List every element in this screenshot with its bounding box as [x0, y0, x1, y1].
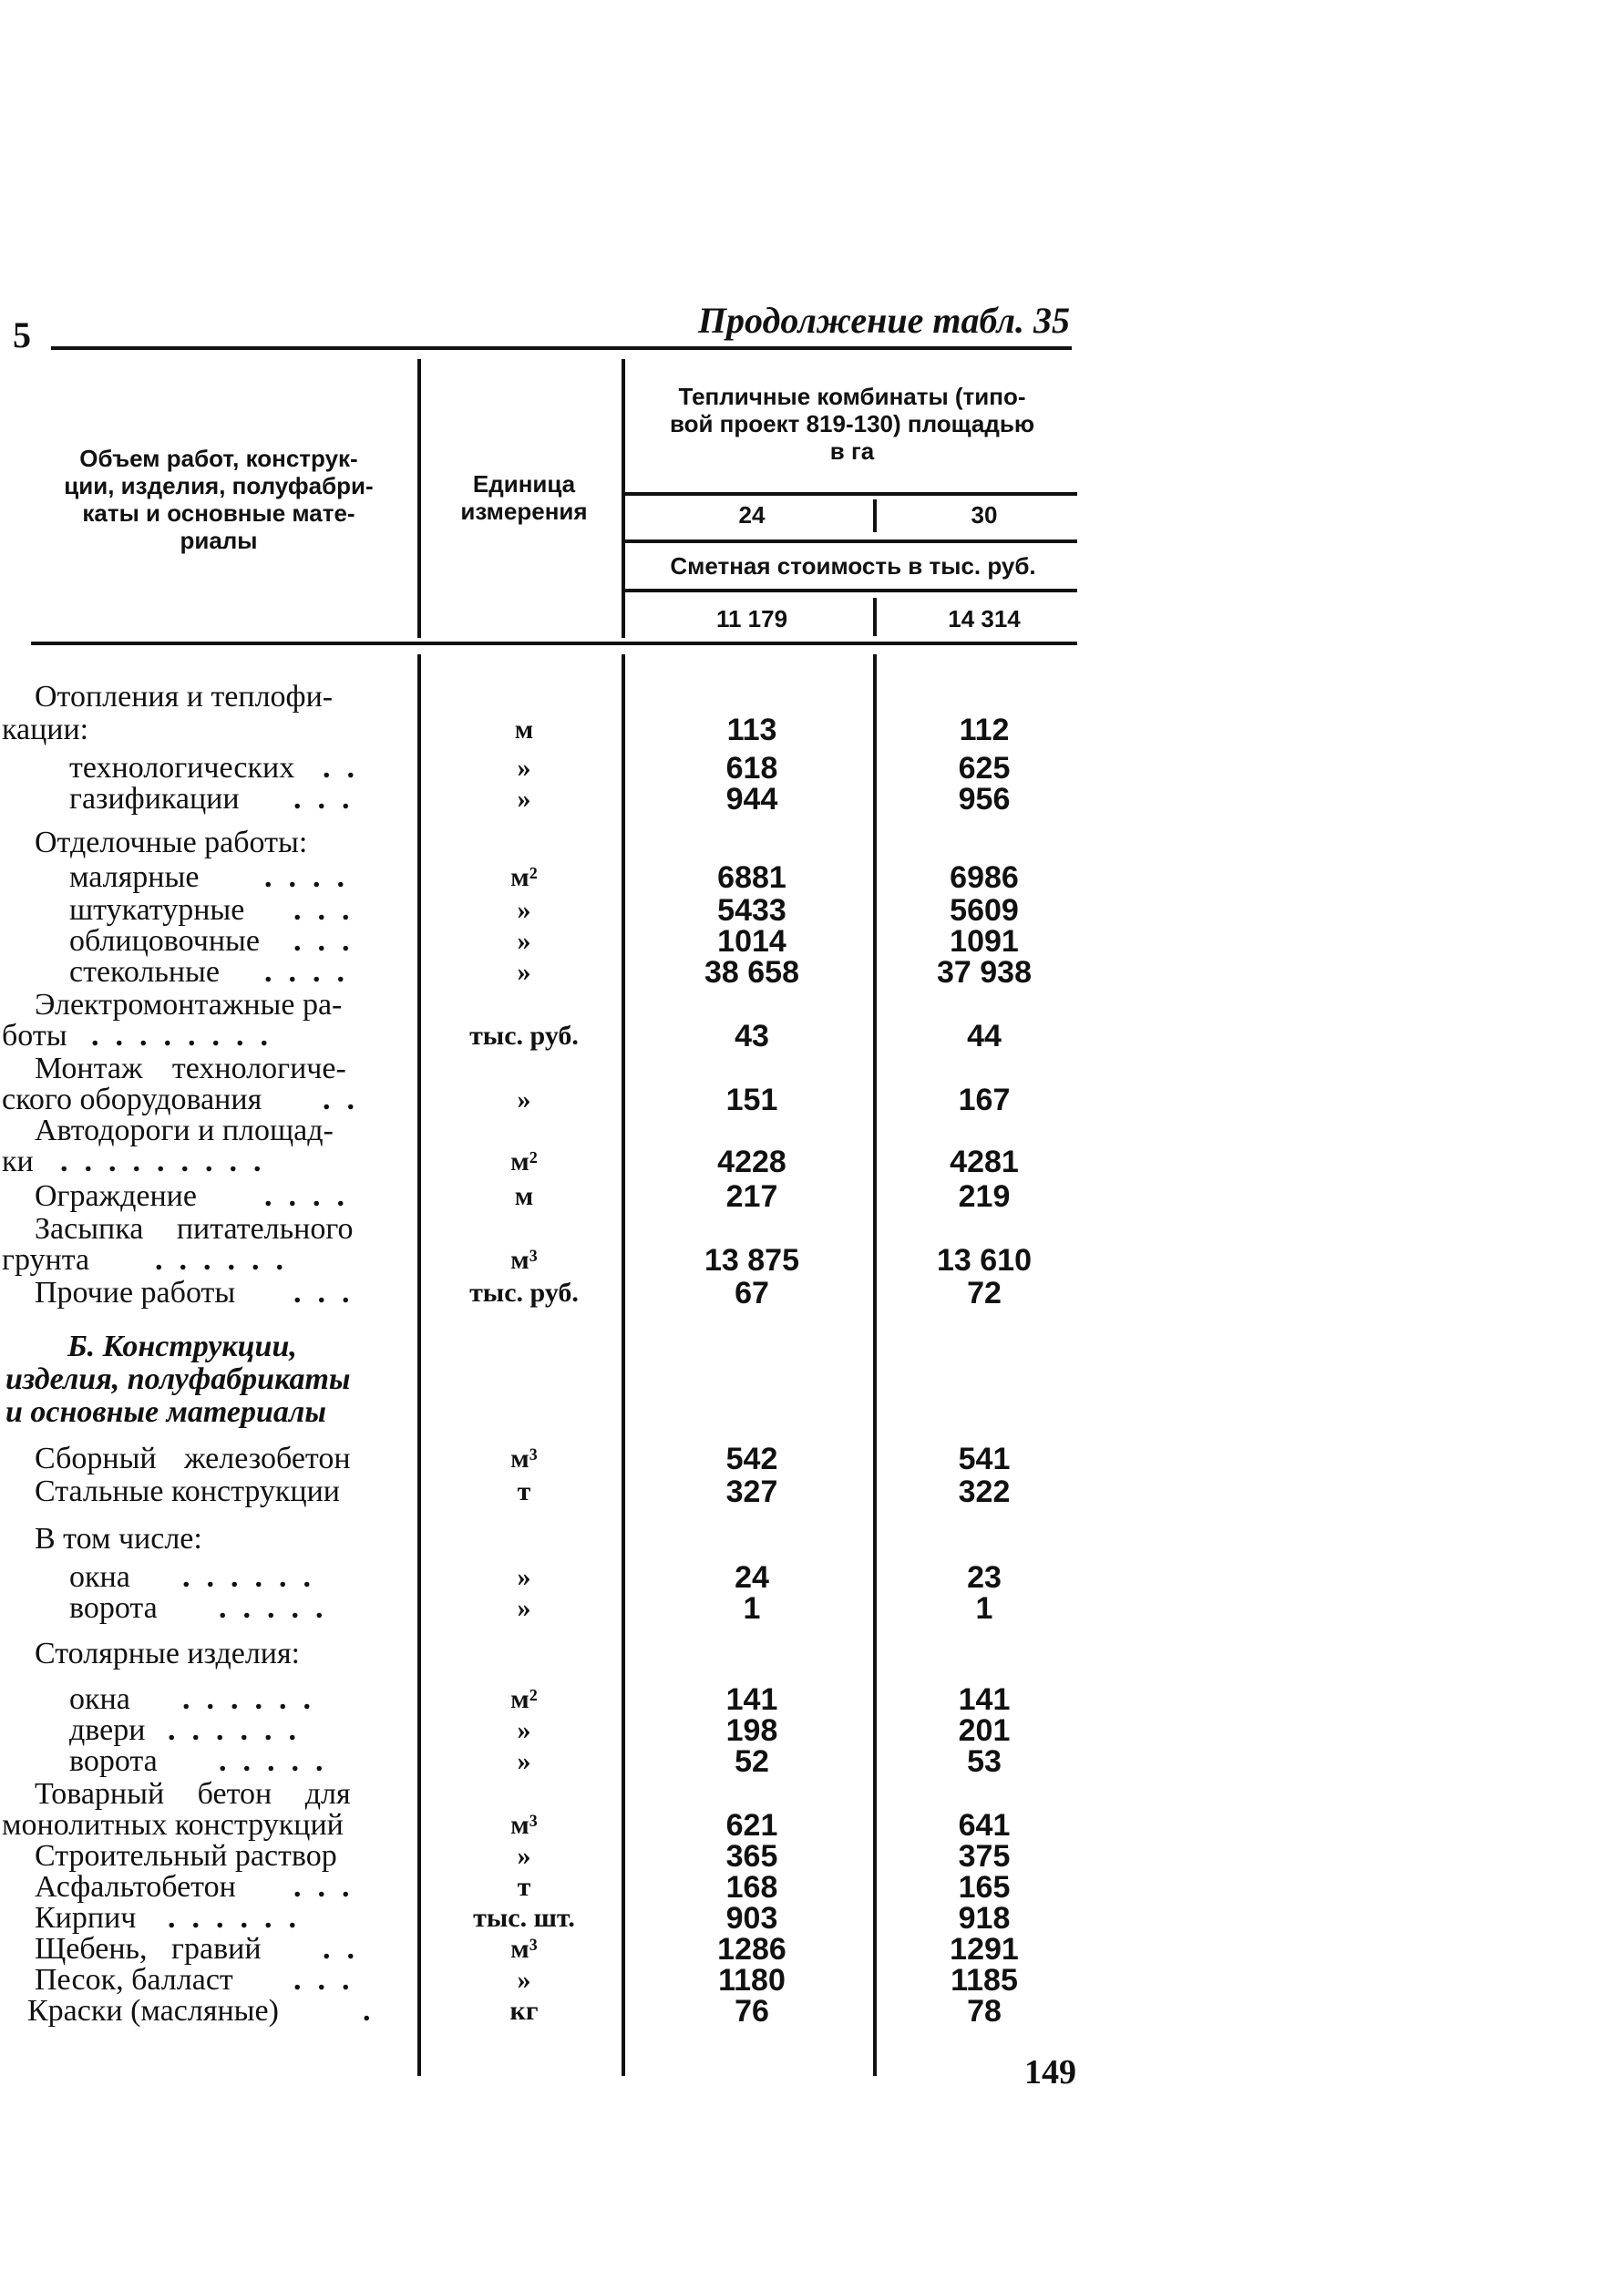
table-row: Песок, балласт ... » 1180 1185 [35, 1963, 1018, 1998]
table-row: Отопления и теплофи- [35, 680, 334, 714]
section-b-title [67, 1329, 297, 1365]
col-rule [622, 359, 625, 638]
continuation-title: Продолжение табл. 35 [697, 300, 1070, 341]
table-row: ки ......... м² 4228 4281 [2, 1145, 1019, 1179]
table-row: газификации ... » 944 956 [69, 782, 1011, 817]
table-row: Ограждение .... м 217 219 [35, 1179, 1011, 1214]
header-name-line: каты и основные мате- [82, 499, 355, 527]
header-name-line: ции, изделия, полуфабри- [64, 472, 374, 499]
table-row: штукатурные ... » 5433 5609 [69, 893, 1019, 928]
cost-24: 11 179 [715, 605, 788, 632]
header-group-line: Тепличные комбинаты (типо- [678, 383, 1026, 410]
col-rule [873, 598, 877, 636]
table-row: Засыпка питательного [35, 1212, 354, 1246]
header-unit-line: Единица [472, 470, 576, 498]
section-b-line: Б. Конструкции, [67, 1330, 297, 1363]
section-b-line: изделия, полуфабрикаты [5, 1362, 351, 1396]
table-row: Строительный раствор » 365 375 [35, 1839, 1011, 1874]
table-row: Товарный бетон для [35, 1777, 351, 1811]
table-row: В том числе: [35, 1522, 202, 1556]
table-row: Прочие работы ... тыс. руб. 67 72 [35, 1276, 1002, 1310]
table-row: Отделочные работы: [35, 826, 308, 859]
header-name-line: Объем работ, конструк- [79, 445, 358, 472]
table-row: кации: м 113 112 [2, 713, 1010, 747]
table-row: ворота ..... » 52 53 [69, 1744, 1002, 1779]
cost-30: 14 314 [948, 605, 1021, 632]
top-rule [51, 346, 1072, 350]
header-bottom-rule [31, 642, 1077, 645]
table-row: Асфальтобетон ... т 168 165 [35, 1870, 1011, 1905]
header-group-line: вой проект 819-130) площадью [669, 410, 1035, 437]
header-name-line: риалы [180, 527, 258, 554]
header-group-col [629, 383, 1075, 465]
header-rule [625, 589, 1077, 592]
table-row: Автодороги и площад- [35, 1114, 334, 1147]
header-unit-line: измерения [460, 498, 588, 525]
table-row: Монтаж технологиче- [35, 1052, 346, 1085]
table-row: Кирпич ...... тыс. шт. 903 918 [35, 1901, 1011, 1936]
header-unit-col [428, 470, 620, 525]
table-row: Стальные конструкции т 327 322 [35, 1475, 1011, 1509]
header-name-col [36, 445, 401, 554]
area-24: 24 [738, 501, 766, 529]
header-rule [625, 539, 1077, 543]
section-b-line: и основные материалы [5, 1395, 326, 1429]
table-row: стекольные .... » 38 658 37 938 [69, 955, 1032, 990]
table-row: боты ........ тыс. руб. 43 44 [2, 1019, 1002, 1053]
table-row: монолитных конструкций м³ 621 641 [2, 1808, 1011, 1843]
area-30: 30 [971, 501, 998, 529]
cost-label: Сметная стоимость в тыс. руб. [670, 552, 1036, 580]
page-number: 149 [1024, 2053, 1076, 2091]
table-row: малярные .... м² 6881 6986 [69, 860, 1019, 895]
table-row: Столярные изделия: [35, 1637, 301, 1670]
header-group-line: в га [829, 437, 875, 465]
page-marker: 5 [13, 314, 31, 355]
table-row: Сборный железобетон м³ 542 541 [35, 1442, 1011, 1476]
table-row: ского оборудования .. » 151 167 [2, 1083, 1011, 1117]
col-rule [873, 499, 877, 532]
table-row: окна ...... » 24 23 [69, 1560, 1002, 1595]
col-rule [417, 359, 421, 638]
table-row: Краски (масляные) . кг 76 78 [27, 1994, 1002, 2029]
section-b-title [5, 1394, 326, 1431]
table-row: Электромонтажные ра- [35, 988, 343, 1022]
table-row: двери ...... » 198 201 [69, 1713, 1011, 1748]
table-row: Щебень, гравий .. м³ 1286 1291 [35, 1932, 1019, 1967]
table-row: технологических .. » 618 625 [69, 751, 1011, 786]
table-row: ворота ..... » 1 1 [69, 1591, 993, 1626]
header-rule [625, 492, 1077, 496]
table-row: окна ...... м² 141 141 [69, 1682, 1011, 1717]
table-row: грунта ...... м³ 13 875 13 610 [2, 1243, 1032, 1278]
table-row: облицовочные ... » 1014 1091 [69, 924, 1019, 959]
section-b-title [5, 1362, 351, 1398]
